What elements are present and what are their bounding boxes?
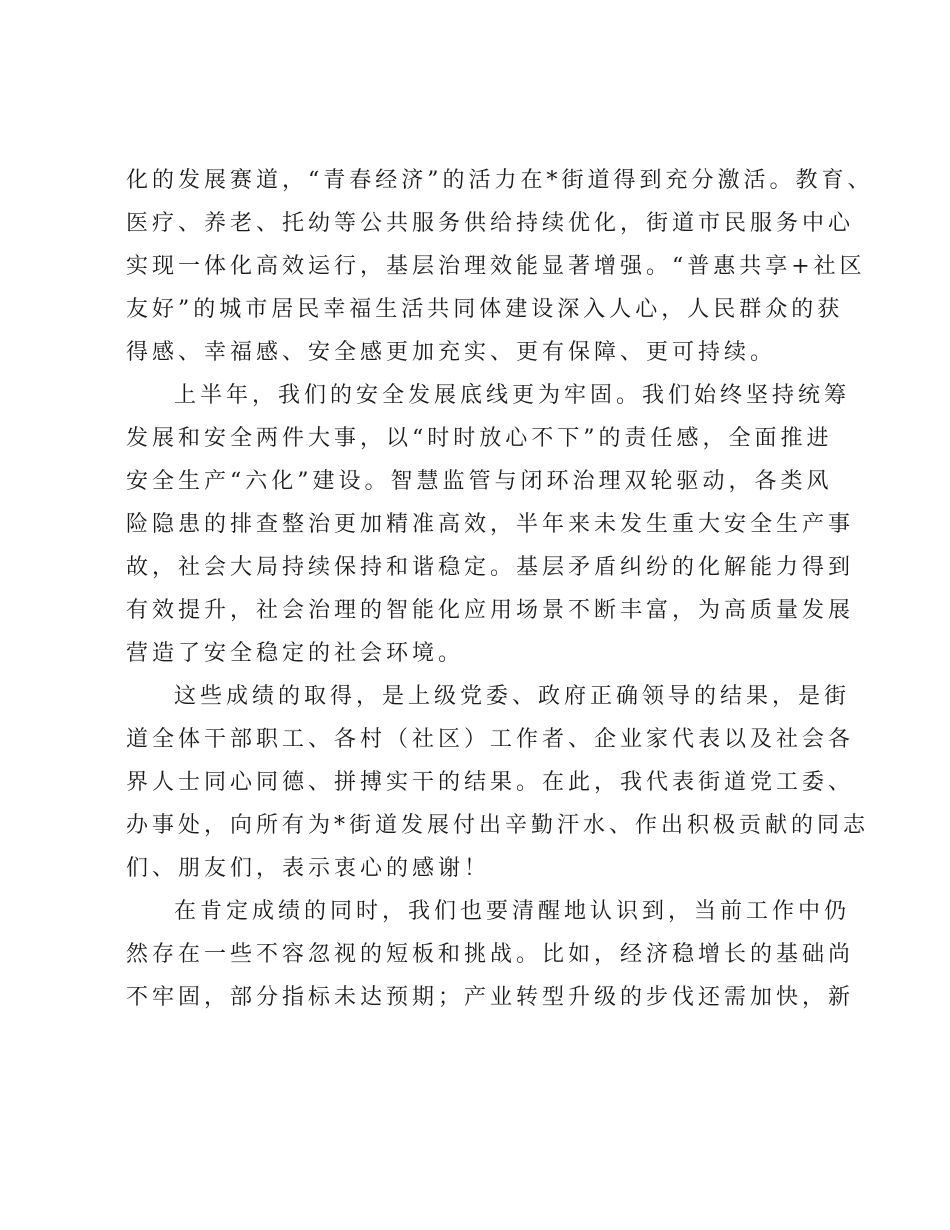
- paragraph-line: 化的发展赛道，“青春经济”的活力在*街道得到充分激活。教育、: [126, 168, 874, 193]
- paragraph-line: 得感、幸福感、安全感更加充实、更有保障、更可持续。: [126, 340, 777, 365]
- paragraph-line: 发展和安全两件大事，以“时时放心不下”的责任感，全面推进: [126, 426, 833, 451]
- paragraph-line: 友好”的城市居民幸福生活共同体建设深入人心，人民群众的获: [126, 297, 844, 322]
- paragraph-line: 界人士同心同德、拼搏实干的结果。在此，我代表街道党工委、: [126, 770, 855, 795]
- paragraph-line: 安全生产“六化”建设。智慧监管与闭环治理双轮驱动，各类风: [126, 469, 833, 494]
- paragraph-line: 在肯定成绩的同时，我们也要清醒地认识到，当前工作中仍: [174, 899, 851, 924]
- paragraph-line: 然存在一些不容忽视的短板和挑战。比如，经济稳增长的基础尚: [126, 942, 855, 967]
- paragraph-line: 道全体干部职工、各村（社区）工作者、企业家代表以及社会各: [126, 727, 855, 752]
- paragraph-line: 上半年，我们的安全发展底线更为牢固。我们始终坚持统筹: [174, 383, 851, 408]
- paragraph-line: 这些成绩的取得，是上级党委、政府正确领导的结果，是街: [174, 684, 851, 709]
- paragraph-line: 险隐患的排查整治更加精准高效，半年来未发生重大安全生产事: [126, 512, 855, 537]
- paragraph-line: 营造了安全稳定的社会环境。: [126, 641, 465, 666]
- paragraph-line: 不牢固，部分指标未达预期；产业转型升级的步伐还需加快，新: [126, 985, 855, 1010]
- paragraph-line: 医疗、养老、托幼等公共服务供给持续优化，街道市民服务中心: [126, 211, 855, 236]
- paragraph-line: 有效提升，社会治理的智能化应用场景不断丰富，为高质量发展: [126, 598, 855, 623]
- paragraph-line: 们、朋友们，表示衷心的感谢！: [126, 856, 491, 881]
- paragraph-line: 办事处，向所有为*街道发展付出辛勤汗水、作出积极贡献的同志: [126, 813, 870, 838]
- paragraph-line: 实现一体化高效运行，基层治理效能显著增强。“普惠共享+社区: [126, 254, 866, 279]
- paragraph-line: 故，社会大局持续保持和谐稳定。基层矛盾纠纷的化解能力得到: [126, 555, 855, 580]
